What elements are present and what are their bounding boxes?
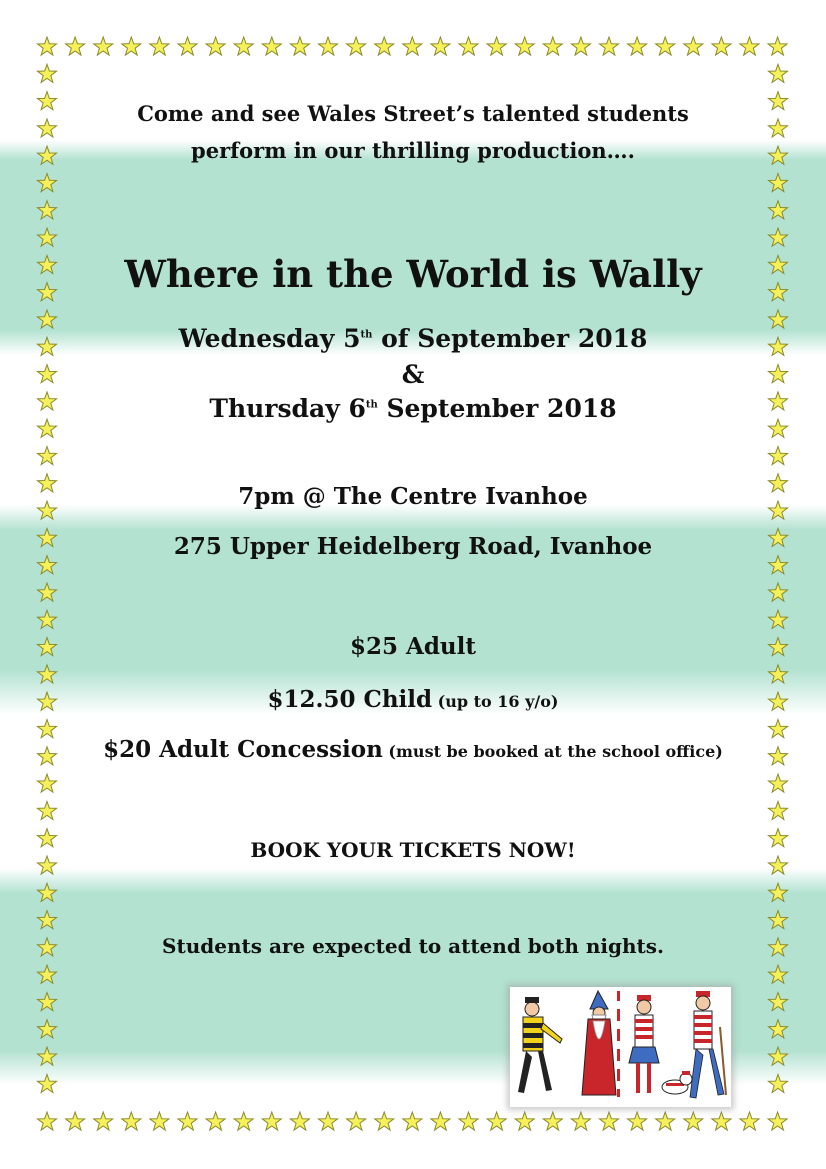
wally-characters-illustration [510, 987, 731, 1107]
price-concession: $20 Adult Concession (must be booked at the school office) [103, 736, 723, 763]
intro-line-2: perform in our thrilling production…. [191, 138, 635, 163]
ampersand: & [401, 360, 425, 389]
intro-line-1: Come and see Wales Street’s talented students [137, 101, 689, 126]
wally-figure [690, 991, 726, 1098]
venue-address: 275 Upper Heidelberg Road, Ivanhoe [173, 533, 653, 560]
second-date: Thursday 6th September 2018 [209, 394, 617, 423]
venue-time: 7pm @ The Centre Ivanhoe [238, 483, 588, 510]
wizard-figure [582, 991, 620, 1097]
first-date: Wednesday 5th of September 2018 [178, 324, 648, 353]
price-child: $12.50 Child (up to 16 y/o) [267, 686, 559, 713]
price-adult: $25 Adult [349, 633, 477, 660]
wenda-figure [629, 995, 659, 1093]
woof-figure [662, 1071, 692, 1094]
page-title: Where in the World is Wally [124, 252, 702, 296]
attendance-note: Students are expected to attend both nights. [162, 934, 664, 958]
odlaw-figure [518, 997, 562, 1093]
book-tickets-callout: BOOK YOUR TICKETS NOW! [250, 838, 576, 862]
